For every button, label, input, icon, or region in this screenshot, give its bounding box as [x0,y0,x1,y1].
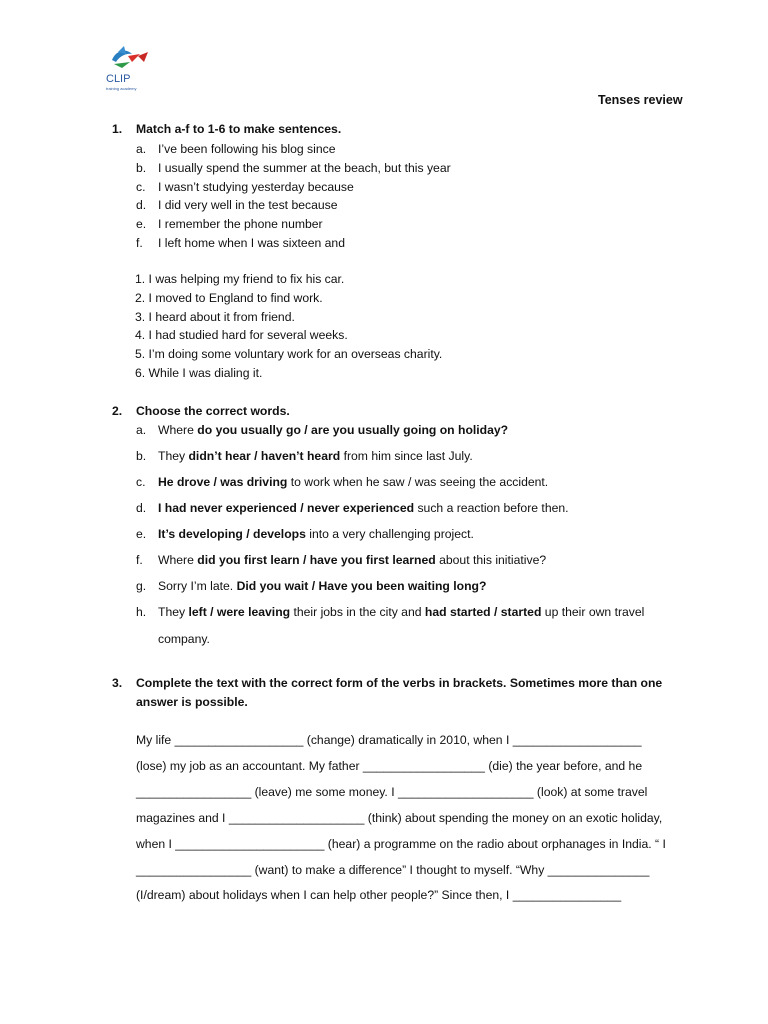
q1-item-letter: a. [136,142,147,156]
q2-text-part: up their own travel [541,605,645,619]
q3-number: 3. [112,676,123,690]
q1-item-text: I wasn’t studying yesterday because [158,179,354,194]
q2-text-part: Where [158,553,198,567]
q2-item-text [158,579,486,593]
svg-text:training academy: training academy [106,86,137,91]
q2-item-text [158,501,569,515]
q2-text-part: Where [158,423,198,437]
q2-item-text [158,423,508,437]
q3-text-line: magazines and I ____________________ (think) about spending the money on an exotic holiday, [136,810,663,825]
q2-text-part: into a very challenging project. [305,527,474,541]
q2-choice: Did you wait / Have you been waiting long? [236,579,487,593]
q2-prompt: Choose the correct words. [136,404,290,418]
q2-choice: I had never experienced / never experienced [158,501,415,515]
q2-item-letter: d. [136,501,147,515]
logo-mark-icon [104,44,176,96]
q1-item-letter: d. [136,198,147,213]
q2-choice: had started / started [424,605,542,619]
q2-item-letter: g. [136,579,147,593]
q2-choice: left / were leaving [188,605,291,619]
academy-logo [104,44,176,96]
svg-text:CLIP: CLIP [106,73,131,85]
q1-ending: 1. I was helping my friend to fix his car. [135,272,345,286]
q2-item-text [158,553,546,567]
q1-ending: 4. I had studied hard for several weeks. [135,328,348,343]
q2-item-letter: c. [136,475,146,489]
q2-item-text [158,449,473,463]
q1-ending: 6. While I was dialing it. [135,366,263,380]
q2-continuation: company. [158,632,210,646]
q2-text-part: They [158,605,189,619]
q2-item-letter: a. [136,423,147,437]
q3-text-line: (lose) my job as an accountant. My father __________________ (die) the year before, and he [136,758,643,773]
q2-item-letter: b. [136,449,147,463]
q2-text-part: to work when he saw / was seeing the accident. [287,475,549,489]
q2-choice: He drove / was driving [158,475,288,489]
q1-item-letter: f. [136,236,143,250]
q1-item-text: I usually spend the summer at the beach, but this year [158,160,451,175]
q1-number: 1. [112,122,123,136]
q2-text-part: about this initiative? [435,553,547,567]
q3-text-line: _________________ (leave) me some money. I ____________________ (look) at some travel [136,784,648,799]
q2-item-letter: e. [136,527,147,541]
q1-item-text: I left home when I was sixteen and [158,236,345,250]
q1-item-letter: b. [136,160,147,175]
q2-item-letter: f. [136,553,143,567]
q2-text-part: from him since last July. [340,449,473,463]
q1-ending: 5. I’m doing some voluntary work for an overseas charity. [135,347,443,362]
q3-text-line: _________________ (want) to make a difference” I thought to myself. “Why _______________ [136,862,650,877]
q2-text-part: They [158,449,189,463]
q1-prompt: Match a-f to 1-6 to make sentences. [136,122,342,136]
q2-item-text [158,475,548,489]
q2-item-letter: h. [136,605,147,619]
q2-choice: did you first learn / have you first learned [197,553,436,567]
q2-number: 2. [112,404,123,418]
q3-text-line: (I/dream) about holidays when I can help other people?” Since then, I ________________ [136,888,622,903]
q2-text-part: such a reaction before then. [414,501,569,515]
q1-item-letter: e. [136,217,147,232]
q1-ending: 3. I heard about it from friend. [135,309,295,324]
q3-text-line: My life ___________________ (change) dramatically in 2010, when I ___________________ [136,733,642,747]
q2-text-part: their jobs in the city and [290,605,425,619]
q2-item-text [158,605,644,619]
page-title: Tenses review [598,93,683,107]
q2-text-part: Sorry I’m late. [158,579,237,593]
q1-item-text: I remember the phone number [158,217,323,232]
q3-prompt-line2: answer is possible. [136,695,248,709]
q3-text-line: when I ______________________ (hear) a programme on the radio about orphanages in India. “ I [136,836,666,851]
q2-item-text [158,527,474,541]
q1-ending: 2. I moved to England to find work. [135,290,323,305]
q1-item-text: I’ve been following his blog since [158,142,336,156]
q3-prompt-line1: Complete the text with the correct form of the verbs in brackets. Sometimes more than one [136,676,663,690]
q1-item-letter: c. [136,179,146,194]
q2-choice: It’s developing / develops [158,527,306,541]
q2-choice: didn’t hear / haven’t heard [188,449,341,463]
q2-choice: do you usually go / are you usually going on holiday? [197,423,509,437]
q1-item-text: I did very well in the test because [158,198,338,213]
